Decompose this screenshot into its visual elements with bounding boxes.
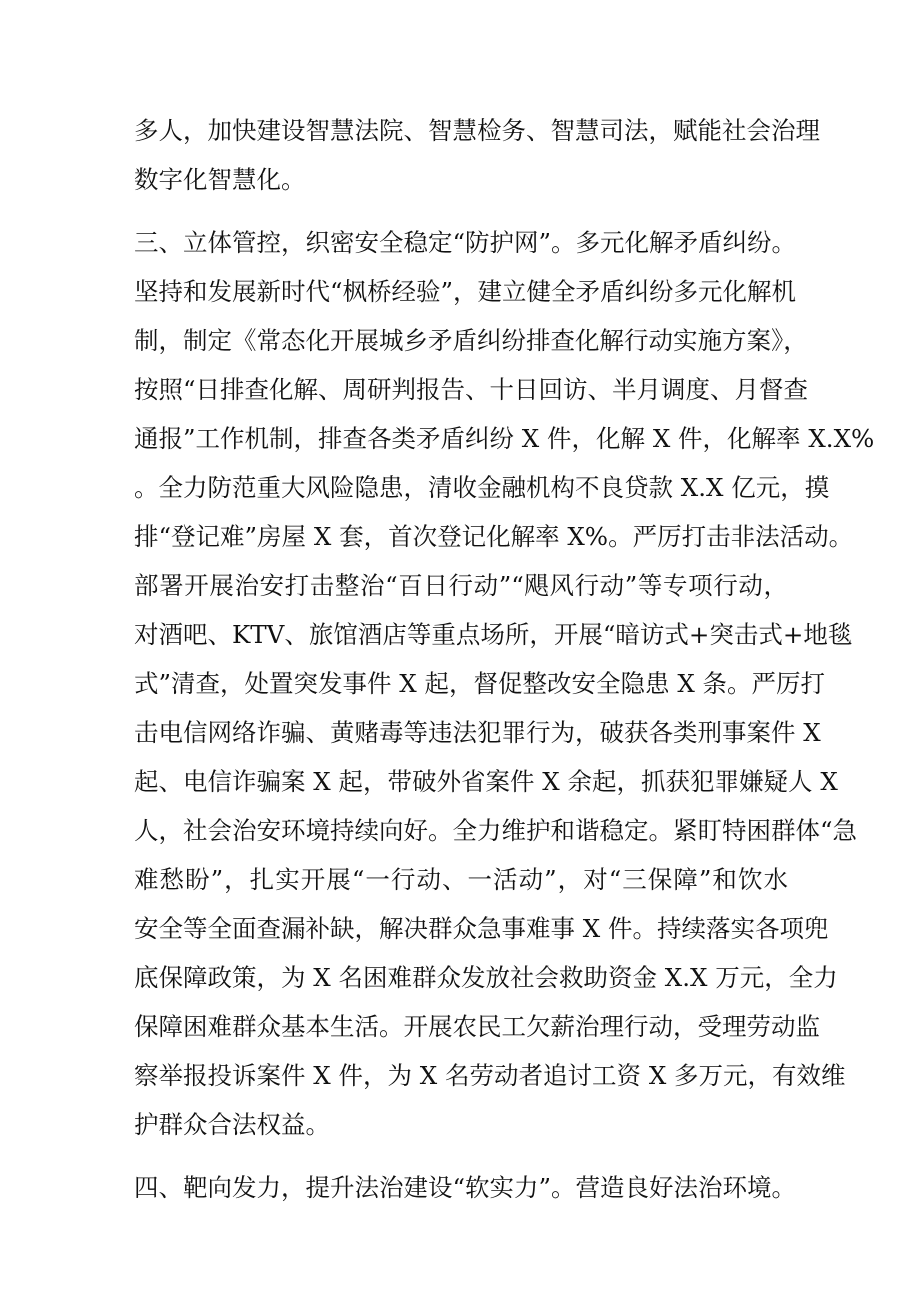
text-line: 击电信网络诈骗、黄赌毒等违法犯罪行为，破获各类刑事案件 X xyxy=(134,718,821,747)
text-line: 数字化智慧化。 xyxy=(134,165,306,194)
text-line: 对酒吧、KTV、旅馆酒店等重点场所，开展“暗访式+突击式+地毯 xyxy=(134,620,853,649)
text-line: 坚持和发展新时代“枫桥经验”，建立健全矛盾纠纷多元化解机 xyxy=(134,277,797,306)
text-line: 。全力防范重大风险隐患，清收金融机构不良贷款 X.X 亿元，摸 xyxy=(134,473,830,502)
text-line: 察举报投诉案件 X 件，为 X 名劳动者追讨工资 X 多万元，有效维 xyxy=(134,1061,846,1090)
text-line: 排“登记难”房屋 X 套，首次登记化解率 X%。严厉打击非法活动。 xyxy=(134,522,854,551)
text-line: 式”清查，处置突发事件 X 起，督促整改安全隐患 X 条。严厉打 xyxy=(134,669,826,698)
text-line: 安全等全面查漏补缺，解决群众急事难事 X 件。持续落实各项兜 xyxy=(134,914,829,943)
text-line: 制，制定《常态化开展城乡矛盾纠纷排查化解行动实施方案》， xyxy=(134,326,808,355)
section-heading-3: 三、立体管控，织密安全稳定“防护网”。多元化解矛盾纠纷。 xyxy=(134,228,797,257)
section-heading-4: 四、靶向发力，提升法治建设“软实力”。营造良好法治环境。 xyxy=(134,1173,797,1202)
text-line: 人，社会治安环境持续向好。全力维护和谐稳定。紧盯特困群体“急 xyxy=(134,816,858,845)
text-line: 按照“日排查化解、周研判报告、十日回访、半月调度、月督查 xyxy=(134,375,809,404)
text-line: 保障困难群众基本生活。开展农民工欠薪治理行动，受理劳动监 xyxy=(134,1012,820,1041)
text-line: 护群众合法权益。 xyxy=(134,1110,330,1139)
text-line: 多人，加快建设智慧法院、智慧检务、智慧司法，赋能社会治理 xyxy=(134,116,820,145)
text-line: 部署开展治安打击整治“百日行动”“飓风行动”等专项行动， xyxy=(134,571,788,600)
text-line: 底保障政策，为 X 名困难群众发放社会救助资金 X.X 万元，全力 xyxy=(134,963,838,992)
text-line: 难愁盼”，扎实开展“一行动、一活动”，对“三保障”和饮水 xyxy=(134,865,788,894)
text-line: 起、电信诈骗案 X 起，带破外省案件 X 余起，抓获犯罪嫌疑人 X xyxy=(134,767,838,796)
text-line: 通报”工作机制，排查各类矛盾纠纷 X 件，化解 X 件，化解率 X.X% xyxy=(134,424,875,453)
